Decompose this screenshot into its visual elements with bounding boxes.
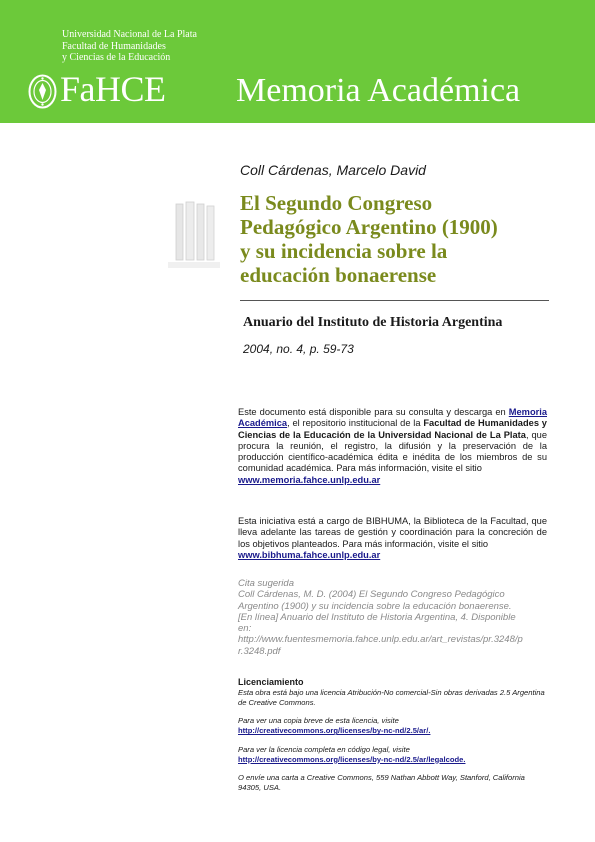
info-text: , que procura la reunión, el registro, la difusión y la preservación de la producción científico-académica édita e inédita de los miembros de su comunidad académica. Para más información, visite el sitio: [238, 429, 547, 474]
title-line: El Segundo Congreso: [240, 191, 433, 215]
memoria-url-link[interactable]: www.memoria.fahce.unlp.edu.ar: [238, 474, 381, 485]
repository-info-paragraph: [238, 407, 547, 486]
license-section: [238, 677, 550, 793]
license-text: Para ver la licencia completa en código legal, visite: [238, 744, 410, 754]
suggested-citation: [238, 578, 548, 657]
faculty-name-line1: Facultad de Humanidades: [62, 41, 166, 52]
title-divider: [240, 300, 549, 301]
title-line: y su incidencia sobre la: [240, 239, 448, 263]
license-text: Para ver una copia breve de esta licencia, visite: [238, 716, 399, 726]
books-watermark-icon: [166, 200, 222, 278]
fahce-logo[interactable]: FaHCE: [60, 69, 166, 109]
memoria-academica-link[interactable]: Memoria Académica: [238, 407, 547, 429]
cita-url[interactable]: r.3248.pdf: [238, 645, 281, 657]
cita-line: [En línea] Anuario del Instituto de Historia Argentina, 4. Disponible: [238, 611, 516, 623]
cita-heading: Cita sugerida: [238, 578, 294, 589]
cita-url[interactable]: http://www.fuentesmemoria.fahce.unlp.edu.ar/art_revistas/pr.3248/p: [238, 634, 523, 646]
university-name: Universidad Nacional de La Plata: [62, 29, 197, 40]
cita-line: Argentino (1900) y su incidencia sobre la educación bonaerense.: [238, 600, 512, 612]
header-banner: [0, 0, 595, 123]
university-seal-icon: [27, 73, 58, 110]
author-name: Coll Cárdenas, Marcelo David: [240, 162, 426, 178]
faculty-name-bold: Facultad de Humanidades y Ciencias de la Educación de la Universidad Nacional de La Plata: [238, 418, 547, 440]
info-text: , el repositorio institucional de la: [287, 418, 424, 429]
journal-name: Anuario del Instituto de Historia Argentina: [243, 315, 503, 330]
title-line: educación bonaerense: [240, 263, 437, 287]
title-line: Pedagógico Argentino (1900): [240, 215, 498, 239]
info-text: Este documento está disponible para su consulta y descarga en: [238, 407, 509, 417]
license-text: Esta obra está bajo una licencia Atribución-No comercial-Sin obras derivadas 2.5 Argentina de Creative Commons.: [238, 688, 545, 707]
license-legalcode-link[interactable]: http://creativecommons.org/licenses/by-nc-nd/2.5/ar/legalcode.: [238, 754, 466, 764]
bibhuma-info-paragraph: [238, 516, 547, 561]
license-heading: Licenciamiento: [238, 677, 304, 687]
bibhuma-url-link[interactable]: www.bibhuma.fahce.unlp.edu.ar: [238, 549, 381, 560]
document-title: [240, 191, 560, 287]
faculty-name-line2: y Ciencias de la Educación: [62, 52, 171, 63]
repository-title[interactable]: Memoria Académica: [236, 72, 521, 109]
cita-line: en:: [238, 623, 252, 635]
info-text: Esta iniciativa está a cargo de BIBHUMA, la Biblioteca de la Facultad, que lleva adelante las tareas de gestión y coordinación para la concreción de los objetivos planteados. Para más información, visite el sitio: [238, 516, 547, 549]
license-address: O envíe una carta a Creative Commons, 559 Nathan Abbott Way, Stanford, California 94305, USA.: [238, 773, 525, 792]
publication-details: 2004, no. 4, p. 59-73: [243, 342, 354, 356]
license-short-link[interactable]: http://creativecommons.org/licenses/by-nc-nd/2.5/ar/.: [238, 726, 431, 736]
cita-line: Coll Cárdenas, M. D. (2004) El Segundo Congreso Pedagógico: [238, 589, 505, 601]
